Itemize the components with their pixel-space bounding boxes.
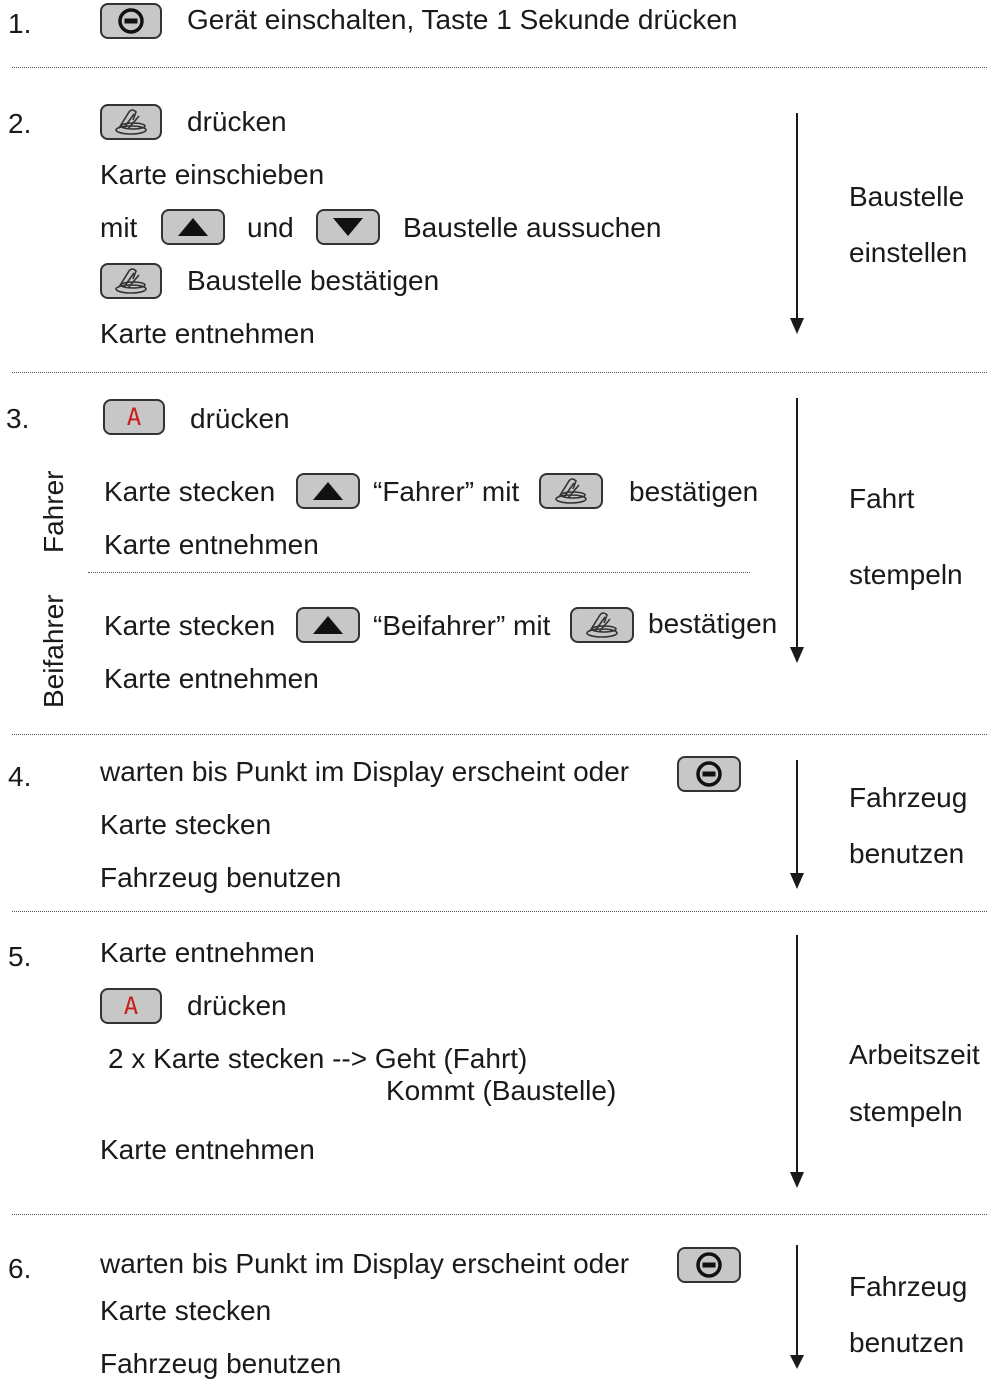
rotated-label-beifahrer: Beifahrer [38, 594, 69, 708]
side-label: benutzen [849, 838, 965, 869]
up-button[interactable] [296, 607, 360, 643]
power-icon [694, 759, 724, 789]
step-text: Karte entnehmen [100, 937, 315, 968]
power-button[interactable] [677, 756, 741, 792]
side-label: benutzen [849, 1327, 965, 1358]
step-text: Baustelle aussuchen [403, 212, 662, 243]
step-text: 2 x Karte stecken --> Geht (Fahrt) [108, 1043, 528, 1074]
power-icon [116, 6, 146, 36]
arrow-down-head [790, 318, 804, 334]
step-number: 3. [6, 403, 30, 434]
card-icon [111, 106, 151, 138]
card-button[interactable] [539, 473, 603, 509]
card-icon [582, 609, 622, 641]
up-button[interactable] [161, 209, 225, 245]
a-button[interactable] [103, 399, 165, 435]
power-icon [694, 1250, 724, 1280]
card-button[interactable] [100, 263, 162, 299]
step-text: Karte entnehmen [104, 663, 319, 694]
arrow-up-icon [311, 614, 345, 636]
step-text: Gerät einschalten, Taste 1 Sekunde drücken [187, 4, 738, 35]
a-key-label: A [123, 992, 139, 1020]
step-number: 2. [8, 108, 32, 139]
arrow-down-head [790, 1172, 804, 1188]
card-icon [551, 475, 591, 507]
side-label: Fahrt [849, 483, 915, 514]
arrow-line [796, 1245, 798, 1357]
a-key-label: A [126, 403, 142, 431]
step-number: 5. [8, 941, 32, 972]
side-label: einstellen [849, 237, 968, 268]
step-text: Fahrzeug benutzen [100, 862, 342, 893]
power-button[interactable] [677, 1247, 741, 1283]
card-button[interactable] [570, 607, 634, 643]
down-button[interactable] [316, 209, 380, 245]
arrow-down-head [790, 647, 804, 663]
step-text: mit [100, 212, 138, 243]
step-text: drücken [190, 403, 290, 434]
step-text: Karte entnehmen [100, 1134, 315, 1165]
step-text: warten bis Punkt im Display erscheint oder [100, 1248, 630, 1279]
divider [12, 734, 987, 735]
up-button[interactable] [296, 473, 360, 509]
side-label: Baustelle [849, 181, 965, 212]
step-text: bestätigen [648, 608, 778, 639]
arrow-up-icon [311, 480, 345, 502]
step-text: Karte stecken [100, 809, 272, 840]
arrow-down-head [790, 1355, 804, 1369]
step-text: Karte entnehmen [104, 529, 319, 560]
step-number: 1. [8, 8, 32, 39]
arrow-line [796, 398, 798, 650]
step-text: Karte stecken [104, 476, 276, 507]
divider [12, 1214, 987, 1215]
arrow-line [796, 760, 798, 876]
arrow-up-icon [176, 216, 210, 238]
step-text: Baustelle bestätigen [187, 265, 440, 296]
a-button[interactable] [100, 988, 162, 1024]
step-text: Karte stecken [104, 610, 276, 641]
card-icon [111, 265, 151, 297]
side-label: Arbeitszeit [849, 1039, 980, 1070]
step-number: 4. [8, 761, 32, 792]
step-text: und [247, 212, 294, 243]
step-text: Fahrzeug benutzen [100, 1348, 342, 1379]
step-text: Karte entnehmen [100, 318, 315, 349]
step-text: Karte einschieben [100, 159, 325, 190]
step-text: “Beifahrer” mit [373, 610, 551, 641]
step-text: warten bis Punkt im Display erscheint oder [100, 756, 630, 787]
side-label: stempeln [849, 1096, 963, 1127]
step-text: drücken [187, 106, 287, 137]
arrow-line [796, 113, 798, 321]
divider [12, 372, 987, 373]
step-number: 6. [8, 1253, 32, 1284]
arrow-line [796, 935, 798, 1175]
step-text: drücken [187, 990, 287, 1021]
rotated-label-fahrer: Fahrer [38, 470, 69, 553]
divider [12, 911, 987, 912]
step-text: Kommt (Baustelle) [386, 1075, 617, 1106]
card-button[interactable] [100, 104, 162, 140]
power-button[interactable] [100, 3, 162, 39]
side-label: stempeln [849, 559, 963, 590]
step-text: bestätigen [629, 476, 759, 507]
side-label: Fahrzeug [849, 1271, 968, 1302]
divider [12, 67, 987, 68]
step-text: “Fahrer” mit [373, 476, 520, 507]
arrow-down-icon [331, 216, 365, 238]
step-text: Karte stecken [100, 1295, 272, 1326]
side-label: Fahrzeug [849, 782, 968, 813]
arrow-down-head [790, 873, 804, 889]
sub-divider [88, 572, 750, 573]
